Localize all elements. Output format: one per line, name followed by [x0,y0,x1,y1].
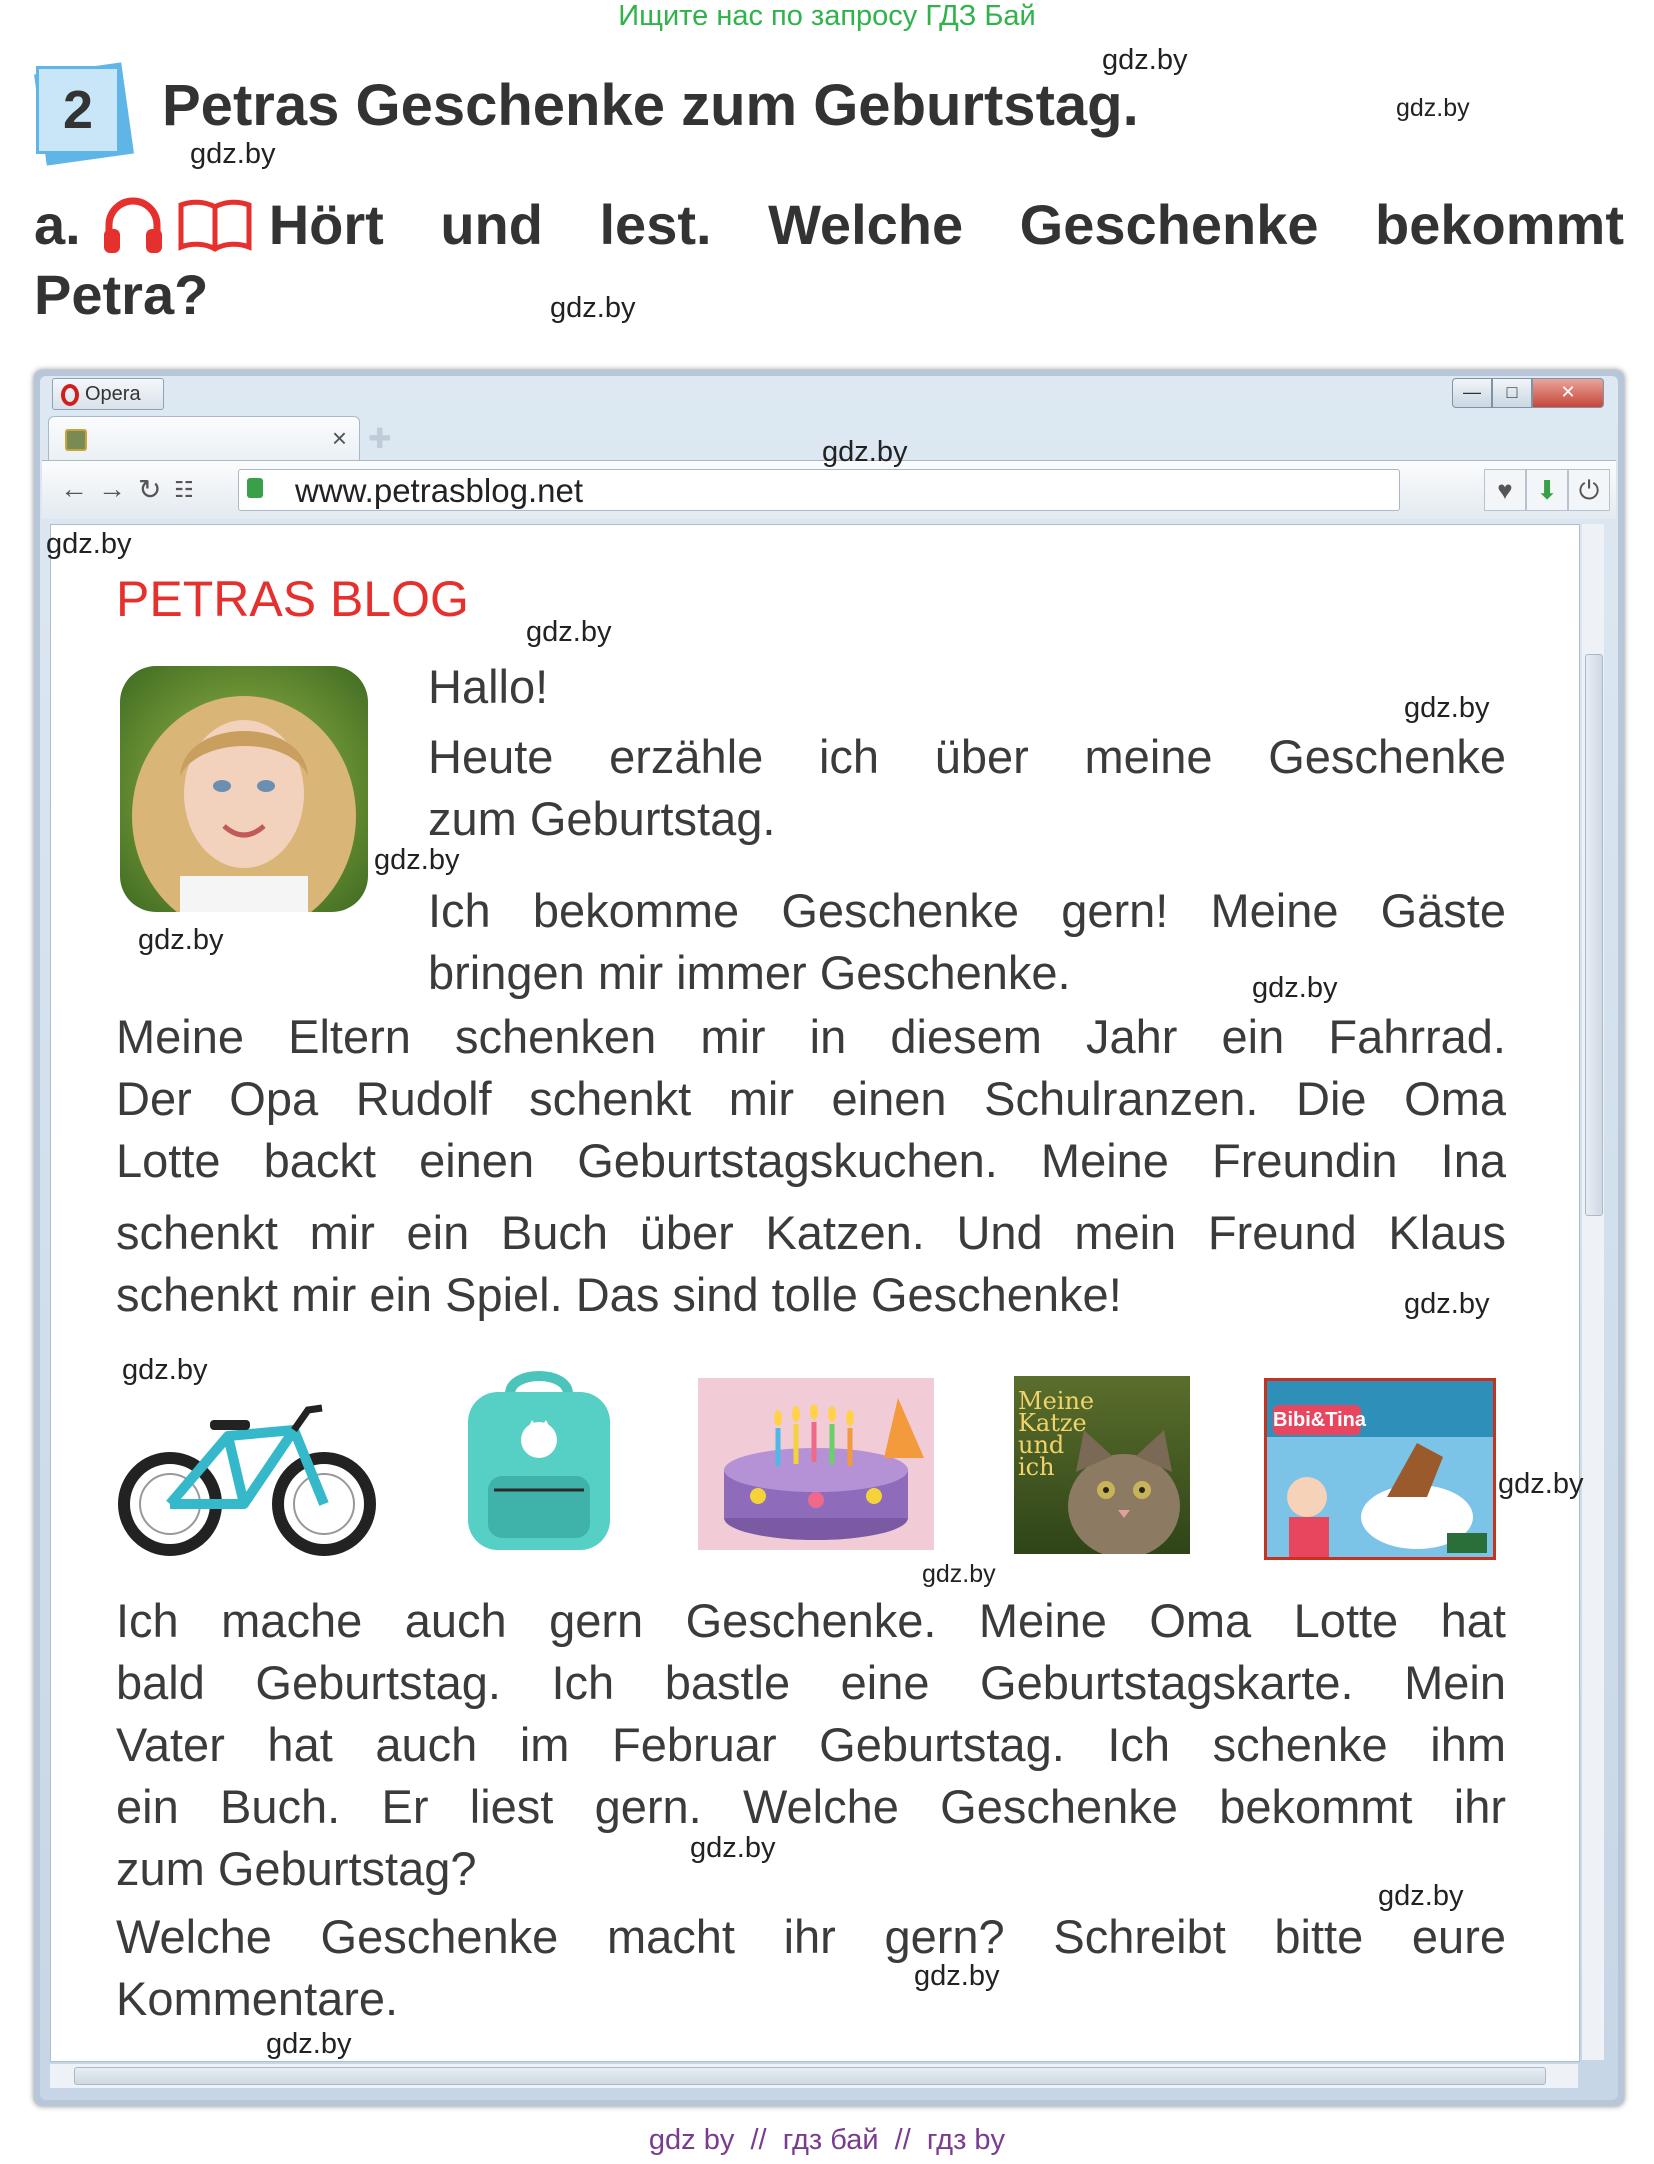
power-icon[interactable]: ⏻ [1568,469,1610,511]
watermark: gdz.by [138,924,224,956]
watermark: gdz.by [1498,1468,1584,1500]
task-word-6: bekommt [1375,193,1624,256]
game-title: Bibi&Tina [1273,1405,1361,1435]
book-cover-line: Katze [1018,1409,1087,1437]
paragraph-line: Heute erzähle ich über meine Geschenke [428,730,1506,783]
new-tab-button[interactable]: ✚ [368,423,392,454]
watermark: gdz.by [526,616,612,648]
address-bar[interactable] [238,469,1400,511]
paragraph-1 [428,726,1506,850]
blog-title: PETRAS BLOG [116,571,469,627]
exercise-title: Petras Geschenke zum Geburtstag. [162,73,1139,138]
download-icon[interactable]: ⬇ [1526,469,1568,511]
reload-icon[interactable]: ↻ [138,474,162,505]
watermark: gdz.by [266,2028,352,2060]
speed-dial-icon[interactable]: ☷ [174,477,194,502]
paragraph-line: Vater hat auch im Februar Geburtstag. Ich schenke ihm [116,1718,1506,1771]
heart-icon[interactable]: ♥ [1484,469,1526,511]
paragraph-line: Welche Geschenke macht ihr gern? Schreibt bitte eure [116,1910,1506,1963]
paragraph-3 [116,1006,1506,1326]
watermark: gdz.by [550,292,636,324]
task-line-2: Petra? [34,263,209,326]
book-cover-line: und [1018,1431,1065,1459]
close-button[interactable]: ✕ [1532,378,1604,408]
watermark: gdz.by [1102,44,1188,76]
task-word-5: Geschenke [1019,193,1319,256]
birthday-cake-image [698,1378,934,1550]
exercise-number-badge [30,60,130,160]
paragraph-line: Kommentare. [116,1972,399,2025]
paragraph-4 [116,1590,1506,1900]
paragraph-line: ein Buch. Er liest gern. Welche Geschenke bekommt ihr [116,1780,1506,1833]
top-note: Ищите нас по запросу ГДЗ Бай [618,0,1036,32]
open-book-icon [177,197,253,253]
opera-menu-button[interactable] [52,378,164,410]
book-cover-line: ich [1018,1453,1055,1481]
horse-picture [1267,1437,1493,1557]
watermark: gdz.by [914,1960,1000,1992]
vertical-scrollbar[interactable] [1582,524,1604,2060]
back-icon[interactable]: ← [60,473,88,504]
watermark: gdz.by [46,528,132,560]
task-word-2: und [440,193,543,256]
paragraph-line: zum Geburtstag? [116,1842,477,1895]
board-game-image [1264,1378,1496,1560]
bottom-note: gdz by // гдз бай // гдз by [648,2124,1006,2156]
watermark: gdz.by [1404,692,1490,724]
task-instruction [34,190,1624,330]
minimize-button[interactable]: — [1452,378,1492,408]
watermark: gdz.by [1378,1880,1464,1912]
maximize-button[interactable]: □ [1492,378,1532,408]
watermark: gdz.by [1252,972,1338,1004]
forward-icon[interactable]: → [98,473,126,504]
favicon-icon [65,429,87,451]
opera-label: Opera [85,383,141,405]
greeting: Hallo! [428,660,549,713]
tab-close-icon[interactable]: × [331,423,347,453]
paragraph-line: Ich bekomme Geschenke gern! Meine Gäste [428,884,1506,937]
paragraph-line: schenkt mir ein Spiel. Das sind tolle Geschenke! [116,1268,1122,1321]
watermark: gdz.by [1396,94,1470,122]
paragraph-line: Meine Eltern schenken mir in diesem Jahr ein Fahrrad. [116,1010,1506,1063]
watermark: gdz.by [822,436,908,468]
headphones-icon [101,195,165,255]
bicycle-image [118,1396,378,1556]
opera-logo-icon [61,384,79,406]
url-text: www.petrasblog.net [295,472,583,509]
watermark: gdz.by [374,844,460,876]
paragraph-line: Der Opa Rudolf schenkt mir einen Schulranzen. Die Oma [116,1072,1506,1125]
paragraph-line: schenkt mir ein Buch über Katzen. Und mein Freund Klaus [116,1206,1506,1259]
paragraph-5 [116,1906,1506,2030]
paragraph-line: zum Geburtstag. [428,792,776,845]
watermark: gdz.by [122,1354,208,1386]
watermark: gdz.by [1404,1288,1490,1320]
watermark: gdz.by [190,138,276,170]
window-controls [1452,378,1604,408]
task-letter: a. [34,193,81,256]
lock-icon [247,478,263,498]
horizontal-scrollbar[interactable] [50,2064,1578,2088]
paragraph-line: bringen mir immer Geschenke. [428,946,1071,999]
browser-tab[interactable] [48,416,360,461]
paragraph-line: bald Geburtstag. Ich bastle eine Geburtstagskarte. Mein [116,1656,1506,1709]
paragraph-line: Lotte backt einen Geburtstagskuchen. Meine Freundin Ina [116,1134,1506,1187]
paragraph-2 [428,880,1506,1004]
paragraph-line: Ich mache auch gern Geschenke. Meine Oma Lotte hat [116,1594,1506,1647]
watermark: gdz.by [690,1832,776,1864]
task-word-4: Welche [768,193,964,256]
book-cover-line: Meine [1018,1387,1095,1415]
task-word-1: Hört [268,193,384,256]
task-word-3: lest. [599,193,712,256]
petra-avatar [120,666,368,912]
backpack-image [454,1366,624,1556]
watermark: gdz.by [922,1560,996,1588]
exercise-number: 2 [36,66,120,154]
cat-book-image [1014,1376,1190,1554]
